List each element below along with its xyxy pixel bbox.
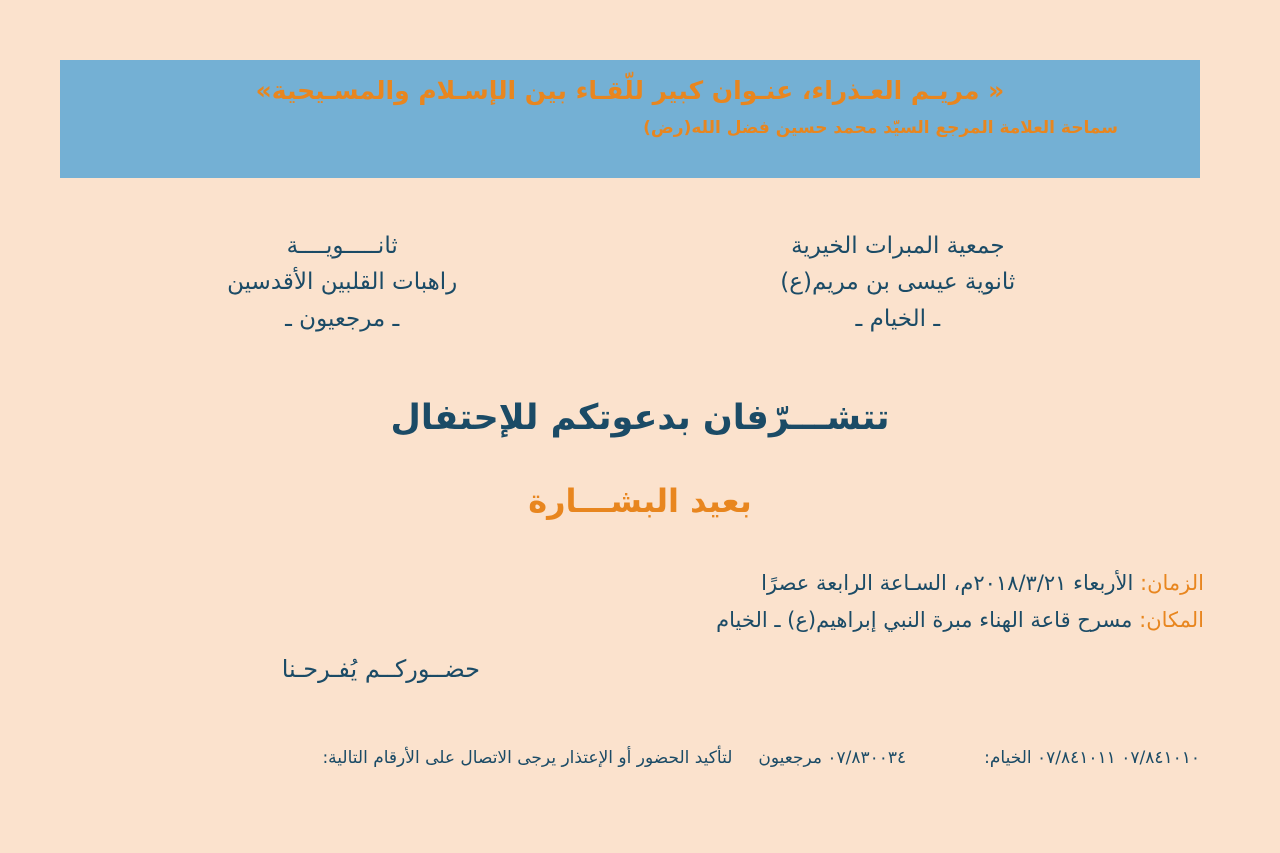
organizations-row [60,228,1200,337]
event-place-value: مسرح قاعة الهناء مبرة النبي إبراهيم(ع) ـ الخيام [716,607,1133,632]
footer-lead-text: لتأكيد الحضور أو الإعتذار يرجى الاتصال على الأرقام التالية: [322,748,733,768]
footer-contacts [60,748,1200,768]
banner-title: « مريـم العـذراء، عنـوان كبير للّقـاء بين الإسـلام والمسـيحية» [255,76,1005,105]
contact-khiam-numbers: ٠٧/٨٤١٠١٠ ٠٧/٨٤١٠١١ [1037,748,1200,768]
organization-left [60,228,604,337]
organization-left-line-3: ـ مرجعيون ـ [285,305,400,332]
contact-khiam [984,748,1200,768]
contact-khiam-city: الخيام: [984,748,1032,768]
organization-right-line-3: ـ الخيام ـ [855,305,941,332]
header-banner [60,60,1200,178]
organization-right-line-2: ثانوية عيسى بن مريم(ع) [780,269,1016,296]
organization-right-line-1: جمعية المبرات الخيرية [791,233,1005,259]
banner-subtitle: سماحة العلامة المرجع السيّد محمد حسين فضل الله(رض) [643,117,1118,138]
event-time-label: الزمان: [1140,571,1204,595]
event-time-row [716,565,1204,602]
event-place-row [716,602,1204,639]
contact-marjeyoun-city: مرجعيون [758,748,822,768]
welcome-note: حضــوركــم يُفـرحـنا [281,655,480,683]
event-place-label: المكان: [1139,607,1204,632]
invitation-headline: تتشـــرّفان بدعوتكم للإحتفال [390,398,890,438]
invitation-occasion: بعيد البشـــارة [528,482,752,520]
organization-right [636,228,1200,337]
event-time-value: الأربعاء ٢٠١٨/٣/٢١م، السـاعة الرابعة عصرًا [761,571,1134,595]
event-details [716,565,1204,639]
organization-left-line-1: ثانـــــويــــة [286,233,398,259]
organization-left-line-2: راهبات القلبين الأقدسين [227,269,458,296]
contact-marjeyoun-numbers: ٠٧/٨٣٠٠٣٤ [827,748,907,768]
contact-marjeyoun [758,748,906,768]
